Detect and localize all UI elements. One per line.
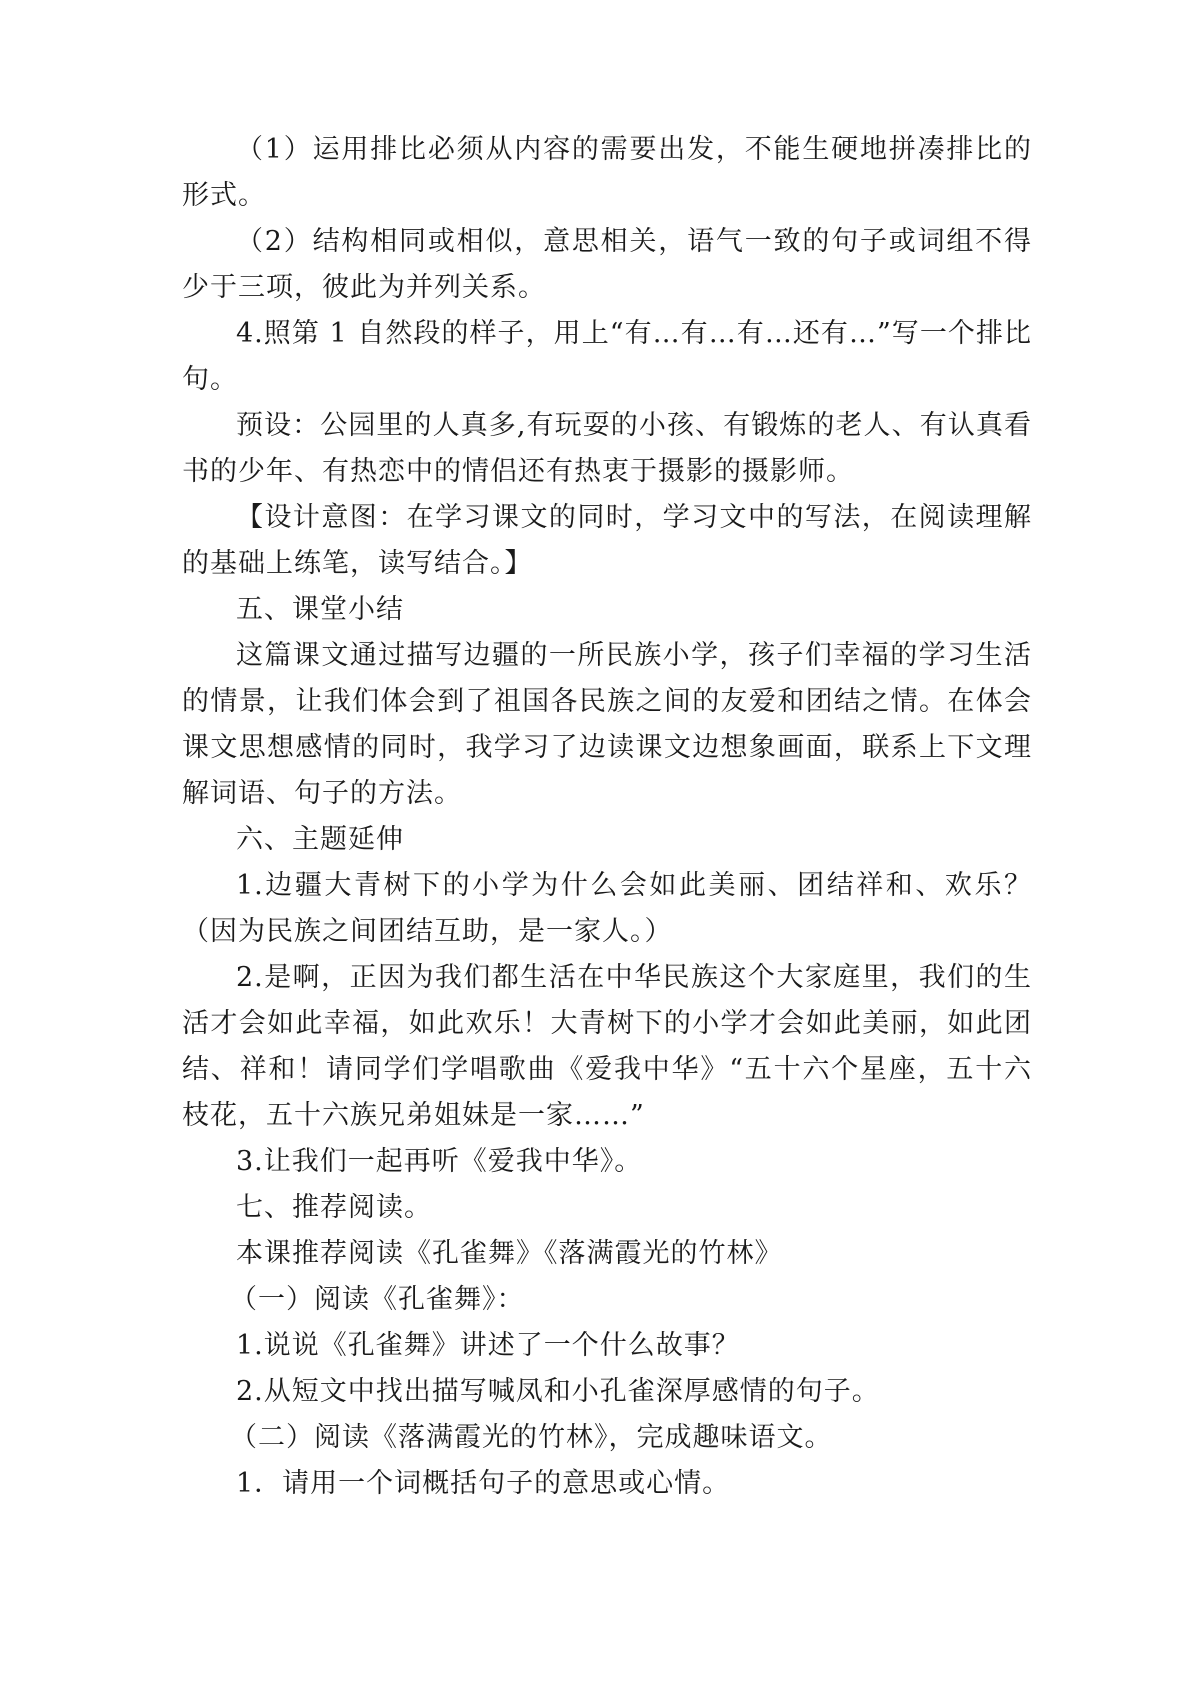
paragraph-parallelism-rule-2: （2）结构相同或相似，意思相关，语气一致的句子或词组不得少于三项，彼此为并列关系。 <box>182 226 1032 303</box>
paragraph-extension-1: 1.边疆大青树下的小学为什么会如此美丽、团结祥和、欢乐？（因为民族之间团结互助，是一家人。） <box>182 870 1032 947</box>
paragraph-extension-2: 2.是啊，正因为我们都生活在中华民族这个大家庭里，我们的生活才会如此幸福，如此欢乐！大青树下的小学才会如此美丽，如此团结、祥和！请同学们学唱歌曲《爱我中华》“五十六个星座，五十六枝花，五十六族兄弟姐妹是一家……” <box>182 962 1032 1131</box>
subheading-reading-1: （一）阅读《孔雀舞》： <box>230 1284 525 1315</box>
paragraph-preset-answer: 预设：公园里的人真多,有玩耍的小孩、有锻炼的老人、有认真看书的少年、有热恋中的情侣还有热衷于摄影的摄影师。 <box>182 410 1032 487</box>
paragraph-reading-list: 本课推荐阅读《孔雀舞》《落满霞光的竹林》 <box>236 1238 783 1269</box>
paragraph-extension-3: 3.让我们一起再听《爱我中华》。 <box>236 1146 643 1177</box>
heading-class-summary: 五、课堂小结 <box>236 594 404 625</box>
paragraph-question-2: 2.从短文中找出描写喊凤和小孔雀深厚感情的句子。 <box>236 1376 880 1407</box>
document-body <box>182 127 1032 1507</box>
paragraph-exercise-4: 4.照第 1 自然段的样子，用上“有…有…有…还有…”写一个排比句。 <box>182 318 1032 395</box>
heading-theme-extension: 六、主题延伸 <box>236 824 404 855</box>
paragraph-summary: 这篇课文通过描写边疆的一所民族小学，孩子们幸福的学习生活的情景，让我们体会到了祖国各民族之间的友爱和团结之情。在体会课文思想感情的同时，我学习了边读课文边想象画面，联系上下文理解词语、句子的方法。 <box>182 640 1032 809</box>
paragraph-parallelism-rule-1: （1）运用排比必须从内容的需要出发，不能生硬地拼凑排比的形式。 <box>182 134 1032 211</box>
paragraph-design-intent: 【设计意图：在学习课文的同时，学习文中的写法，在阅读理解的基础上练笔，读写结合。】 <box>182 502 1032 579</box>
subheading-reading-2: （二）阅读《落满霞光的竹林》，完成趣味语文。 <box>230 1422 833 1453</box>
paragraph-question-3: 1．请用一个词概括句子的意思或心情。 <box>236 1468 731 1499</box>
paragraph-question-1: 1.说说《孔雀舞》讲述了一个什么故事？ <box>236 1330 740 1361</box>
heading-recommended-reading: 七、推荐阅读。 <box>236 1192 432 1223</box>
